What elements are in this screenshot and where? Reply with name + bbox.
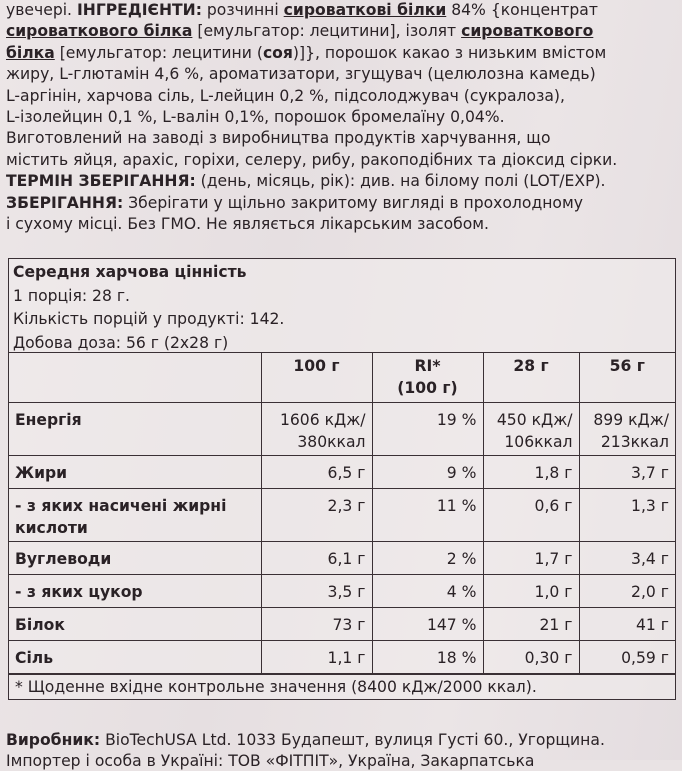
value-ri: 147 % [372,607,483,640]
table-row [9,640,675,673]
row-name: - з яких цукор [9,574,261,607]
value-100g: 3,5 г [261,574,372,607]
servings-count: Кількість порцій у продукті: 142. [13,310,285,328]
serving-size: 1 порція: 28 г. [13,286,130,305]
table-row [9,455,675,488]
table-row [9,607,675,640]
ingredients-line-6: L-ізолейцин 0,1 %, L-валін 0,1%, порошок бромелаїну 0,04%. [6,108,505,127]
value-ri: 9 % [372,455,483,488]
value-100g: 6,1 г [261,541,372,574]
value-56g: 41 г [579,607,675,640]
row-name: Сіль [9,640,261,673]
row-name: Вуглеводи [9,541,261,574]
value-28g: 0,30 г [483,640,579,673]
row-name: Жири [9,455,261,488]
row-name: Енергія [9,402,261,455]
value-100g: 6,5 г [261,455,372,488]
value-56g: 3,7 г [579,455,675,488]
ingredients-line-2: сироваткового білка [емульгатор: лецитини], ізолят сироваткового [6,22,594,41]
value-56g: 1,3 г [579,488,675,541]
value-100g: 1606 кДж/ 380ккал [261,402,372,455]
ingredients-line-5: L-аргінін, харчова сіль, L-лейцин 0,2 %, підсолоджувач (сукралоза), [6,86,565,105]
value-100g: 2,3 г [261,488,372,541]
table-row [9,541,675,574]
storage-conditions: ЗБЕРІГАННЯ: Зберігати у щільно закритому вигляді в прохолодному [6,193,583,212]
storage-term: ТЕРМІН ЗБЕРІГАННЯ: (день, місяць, рік): див. на білому полі (LOT/EXP). [6,172,606,191]
nutrition-title: Середня харчова цінність [13,263,247,281]
nutrition-body [9,402,675,673]
table-row [9,402,675,455]
table-row [9,488,675,541]
value-56g: 899 кДж/ 213ккал [579,402,675,455]
value-28g: 450 кДж/ 106ккал [483,402,579,455]
value-28g: 1,0 г [483,574,579,607]
storage-conditions-2: і сухому місці. Без ГМО. Не являється лікарським засобом. [6,215,490,234]
value-ri: 11 % [372,488,483,541]
ingredients-line-4: жиру, L-глютамін 4,6 %, ароматизатори, згущувач (целюлозна камедь) [6,65,596,84]
footnote: * Щоденне вхідне контрольне значення (8400 кДж/2000 ккал). [9,674,675,699]
nutrition-table [8,258,676,700]
row-name: - з яких насичені жирні кислоти [9,488,261,541]
value-100g: 1,1 г [261,640,372,673]
daily-dose: Добова доза: 56 г (2х28 г) [13,333,229,352]
header-100g: 100 г [261,353,372,402]
value-28g: 0,6 г [483,488,579,541]
nutrition-header [9,259,675,353]
value-56g: 2,0 г [579,574,675,607]
table-header-row [9,353,675,402]
ingredients-heading: ІНГРЕДІЄНТИ: [76,1,202,19]
ingredients-line-3: білка [емульгатор: лецитини (соя)]}, порошок какао з низьким вмістом [6,43,607,62]
value-56g: 0,59 г [579,640,675,673]
value-ri: 2 % [372,541,483,574]
value-28g: 21 г [483,607,579,640]
ingredients-line-8: містить яйця, арахіс, горіхи, селеру, рибу, ракоподібних та діоксид сірки. [6,150,618,169]
ingredients-line-1: увечері. ІНГРЕДІЄНТИ: розчинні сироваткові білки 84% {концентрат [6,1,598,19]
allergen-whey: сироваткові білки [283,1,447,19]
nutrition-grid [9,353,675,674]
value-100g: 73 г [261,607,372,640]
value-28g: 1,7 г [483,541,579,574]
table-row [9,574,675,607]
ingredients-block [6,0,678,235]
header-56g: 56 г [579,353,675,402]
value-ri: 4 % [372,574,483,607]
value-56g: 3,4 г [579,541,675,574]
producer-line: Виробник: BioTechUSA Ltd. 1033 Будапешт, вулиця Густі 60., Угорщина. [6,731,605,749]
value-ri: 18 % [372,640,483,673]
value-ri: 19 % [372,402,483,455]
allergen-soy: соя [262,43,293,62]
value-28g: 1,8 г [483,455,579,488]
header-ri: RI* (100 г) [372,353,483,402]
header-cell [9,353,261,402]
importer-line-partial: Імпортер і особа в Україні: ТОВ «ФІТПІТ», Україна, Закарпатська [6,752,535,770]
ingredients-line-7: Виготовлений на заводі з виробництва продуктів харчування, що [6,129,551,148]
row-name: Білок [9,607,261,640]
header-28g: 28 г [483,353,579,402]
